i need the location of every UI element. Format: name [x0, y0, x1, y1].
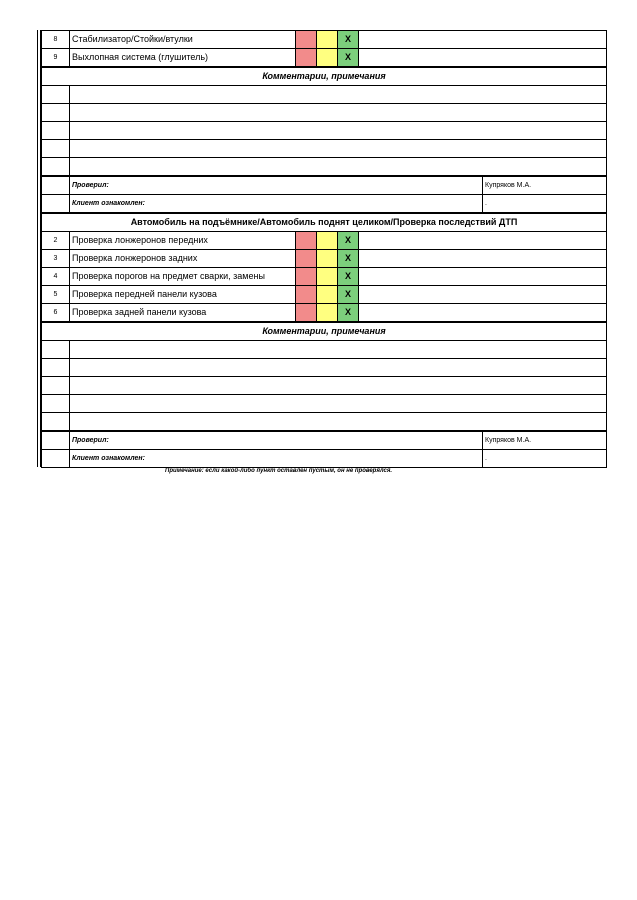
checked-by-label: Проверил:: [70, 176, 483, 195]
section-header-row: [42, 213, 607, 232]
table-row: [42, 232, 607, 250]
table-row: [42, 268, 607, 286]
status-green-cell[interactable]: X: [338, 232, 359, 250]
item-note-cell[interactable]: [359, 268, 607, 286]
comment-cell[interactable]: [70, 140, 607, 158]
item-name: Проверка передней панели кузова: [70, 286, 296, 304]
table-row: [42, 49, 607, 68]
comment-cell[interactable]: [70, 122, 607, 140]
status-green-cell[interactable]: X: [338, 286, 359, 304]
comment-cell[interactable]: [70, 104, 607, 122]
checked-by-row: [42, 176, 607, 195]
item-number: 9: [42, 49, 70, 68]
sign-num-cell: [42, 176, 70, 195]
sign-num-cell: [42, 195, 70, 214]
comment-num-cell: [42, 341, 70, 359]
comment-cell[interactable]: [70, 413, 607, 432]
comment-cell[interactable]: [70, 359, 607, 377]
status-green-cell[interactable]: X: [338, 268, 359, 286]
checked-by-value[interactable]: Купряков М.А.: [483, 431, 607, 450]
comment-row[interactable]: [42, 86, 607, 104]
client-acknowledged-value[interactable]: .: [483, 450, 607, 468]
checked-by-row: [42, 431, 607, 450]
comment-num-cell: [42, 413, 70, 432]
footnote: Примечание: если какой-либо пункт оставлен пустым, он не проверялся.: [165, 468, 393, 474]
status-red-cell[interactable]: [296, 31, 317, 49]
status-yellow-cell[interactable]: [317, 31, 338, 49]
status-red-cell[interactable]: [296, 304, 317, 323]
item-name: Проверка лонжеронов передних: [70, 232, 296, 250]
status-red-cell[interactable]: [296, 232, 317, 250]
checked-by-value[interactable]: Купряков М.А.: [483, 176, 607, 195]
comment-num-cell: [42, 122, 70, 140]
comment-cell[interactable]: [70, 341, 607, 359]
status-yellow-cell[interactable]: [317, 250, 338, 268]
table-row: [42, 250, 607, 268]
item-number: 5: [42, 286, 70, 304]
comment-row[interactable]: [42, 140, 607, 158]
client-acknowledged-row: [42, 195, 607, 214]
comment-cell[interactable]: [70, 377, 607, 395]
status-red-cell[interactable]: [296, 268, 317, 286]
table-row: [42, 286, 607, 304]
comment-num-cell: [42, 359, 70, 377]
item-name: Проверка порогов на предмет сварки, замены: [70, 268, 296, 286]
table-row: [42, 31, 607, 49]
comment-num-cell: [42, 86, 70, 104]
comment-num-cell: [42, 140, 70, 158]
item-name: Проверка задней панели кузова: [70, 304, 296, 323]
comment-row[interactable]: [42, 104, 607, 122]
comment-row[interactable]: [42, 377, 607, 395]
comments-header-row: [42, 322, 607, 341]
status-green-cell[interactable]: X: [338, 49, 359, 68]
comments-title: Комментарии, примечания: [42, 322, 607, 341]
inspection-table: [41, 30, 607, 468]
comment-row[interactable]: [42, 341, 607, 359]
sign-num-cell: [42, 431, 70, 450]
section-title: Автомобиль на подъёмнике/Автомобиль поднят целиком/Проверка последствий ДТП: [42, 213, 607, 232]
item-name: Стабилизатор/Стойки/втулки: [70, 31, 296, 49]
status-yellow-cell[interactable]: [317, 268, 338, 286]
item-number: 8: [42, 31, 70, 49]
comment-row[interactable]: [42, 395, 607, 413]
status-yellow-cell[interactable]: [317, 232, 338, 250]
status-green-cell[interactable]: X: [338, 31, 359, 49]
checked-by-label: Проверил:: [70, 431, 483, 450]
item-note-cell[interactable]: [359, 304, 607, 323]
table-row: [42, 304, 607, 323]
item-number: 6: [42, 304, 70, 323]
sign-num-cell: [42, 450, 70, 468]
comment-num-cell: [42, 158, 70, 177]
status-yellow-cell[interactable]: [317, 304, 338, 323]
client-acknowledged-label: Клиент ознакомлен:: [70, 450, 483, 468]
comment-row[interactable]: [42, 122, 607, 140]
comment-cell[interactable]: [70, 158, 607, 177]
comment-cell[interactable]: [70, 395, 607, 413]
comment-row[interactable]: [42, 413, 607, 432]
item-number: 3: [42, 250, 70, 268]
status-red-cell[interactable]: [296, 250, 317, 268]
item-note-cell[interactable]: [359, 31, 607, 49]
item-note-cell[interactable]: [359, 232, 607, 250]
comments-title: Комментарии, примечания: [42, 67, 607, 86]
item-number: 2: [42, 232, 70, 250]
item-name: Выхлопная система (глушитель): [70, 49, 296, 68]
comment-num-cell: [42, 395, 70, 413]
comment-cell[interactable]: [70, 86, 607, 104]
item-number: 4: [42, 268, 70, 286]
status-green-cell[interactable]: X: [338, 250, 359, 268]
item-note-cell[interactable]: [359, 49, 607, 68]
status-red-cell[interactable]: [296, 286, 317, 304]
sheet-left-border: [37, 30, 38, 467]
client-acknowledged-label: Клиент ознакомлен:: [70, 195, 483, 214]
client-acknowledged-value[interactable]: .: [483, 195, 607, 214]
comments-header-row: [42, 67, 607, 86]
status-yellow-cell[interactable]: [317, 49, 338, 68]
client-acknowledged-row: [42, 450, 607, 468]
item-name: Проверка лонжеронов задних: [70, 250, 296, 268]
item-note-cell[interactable]: [359, 286, 607, 304]
status-red-cell[interactable]: [296, 49, 317, 68]
status-yellow-cell[interactable]: [317, 286, 338, 304]
status-green-cell[interactable]: X: [338, 304, 359, 323]
comment-num-cell: [42, 377, 70, 395]
comment-num-cell: [42, 104, 70, 122]
comment-row[interactable]: [42, 158, 607, 177]
item-note-cell[interactable]: [359, 250, 607, 268]
comment-row[interactable]: [42, 359, 607, 377]
